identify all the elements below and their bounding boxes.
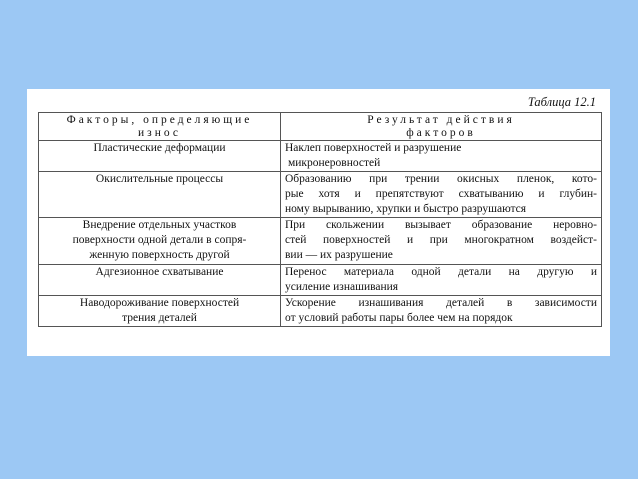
result-text: стей поверхностей и при многократном воздейст- xyxy=(285,234,597,246)
result-text: Наклеп поверхностей и разрушение xyxy=(285,142,462,154)
table-row xyxy=(39,265,602,296)
factor-cell xyxy=(39,141,281,172)
factor-text: Окислительные процессы xyxy=(95,173,224,185)
result-text: рые хотя и препятствуют схватыванию и глубин- xyxy=(285,188,597,200)
table-row xyxy=(39,218,602,265)
factor-cell xyxy=(39,296,281,327)
factor-text: Наводороживание поверхностей xyxy=(79,297,240,309)
result-text: Ускорение изнашивания деталей в зависимости xyxy=(285,297,597,309)
result-cell xyxy=(281,141,602,172)
result-text: Перенос материала одной детали на другую и xyxy=(285,266,597,278)
factor-cell xyxy=(39,265,281,296)
table-row xyxy=(39,141,602,172)
factor-text: трения деталей xyxy=(122,312,197,324)
result-text: Образованию при трении окисных пленок, кото- xyxy=(285,173,597,185)
result-text: ному вырыванию, хрупки и быстро разрушаются xyxy=(285,203,527,215)
result-text: микронеровностей xyxy=(288,157,381,169)
header-factors xyxy=(39,113,281,141)
factor-text: Адгезионное схватывание xyxy=(95,266,224,278)
result-text: вии — их разрушение xyxy=(285,249,393,261)
factor-text: Пластические деформации xyxy=(93,142,226,154)
factor-cell xyxy=(39,172,281,218)
table-row xyxy=(39,296,602,327)
header-factors-line2: износ xyxy=(138,127,181,139)
wear-factors-table xyxy=(38,112,602,327)
slide-panel xyxy=(27,89,610,356)
table-row xyxy=(39,172,602,218)
factor-text: поверхности одной детали в сопря- xyxy=(72,234,247,246)
result-cell xyxy=(281,218,602,265)
header-result-line2: факторов xyxy=(406,127,476,139)
result-cell xyxy=(281,265,602,296)
result-cell xyxy=(281,296,602,327)
factor-text: Внедрение отдельных участков xyxy=(82,219,237,231)
result-text: При скольжении вызывает образование неровно- xyxy=(285,219,597,231)
header-result xyxy=(281,113,602,141)
table-header-row xyxy=(39,113,602,141)
table-caption: Таблица 12.1 xyxy=(527,95,596,109)
result-text: от условий работы пары более чем на порядок xyxy=(285,312,513,324)
result-text: усиление изнашивания xyxy=(285,281,399,293)
factor-cell xyxy=(39,218,281,265)
header-factors-line1: Факторы, определяющие xyxy=(66,114,253,126)
header-result-line1: Результат действия xyxy=(367,114,515,126)
result-cell xyxy=(281,172,602,218)
factor-text: женную поверхность другой xyxy=(89,249,230,261)
